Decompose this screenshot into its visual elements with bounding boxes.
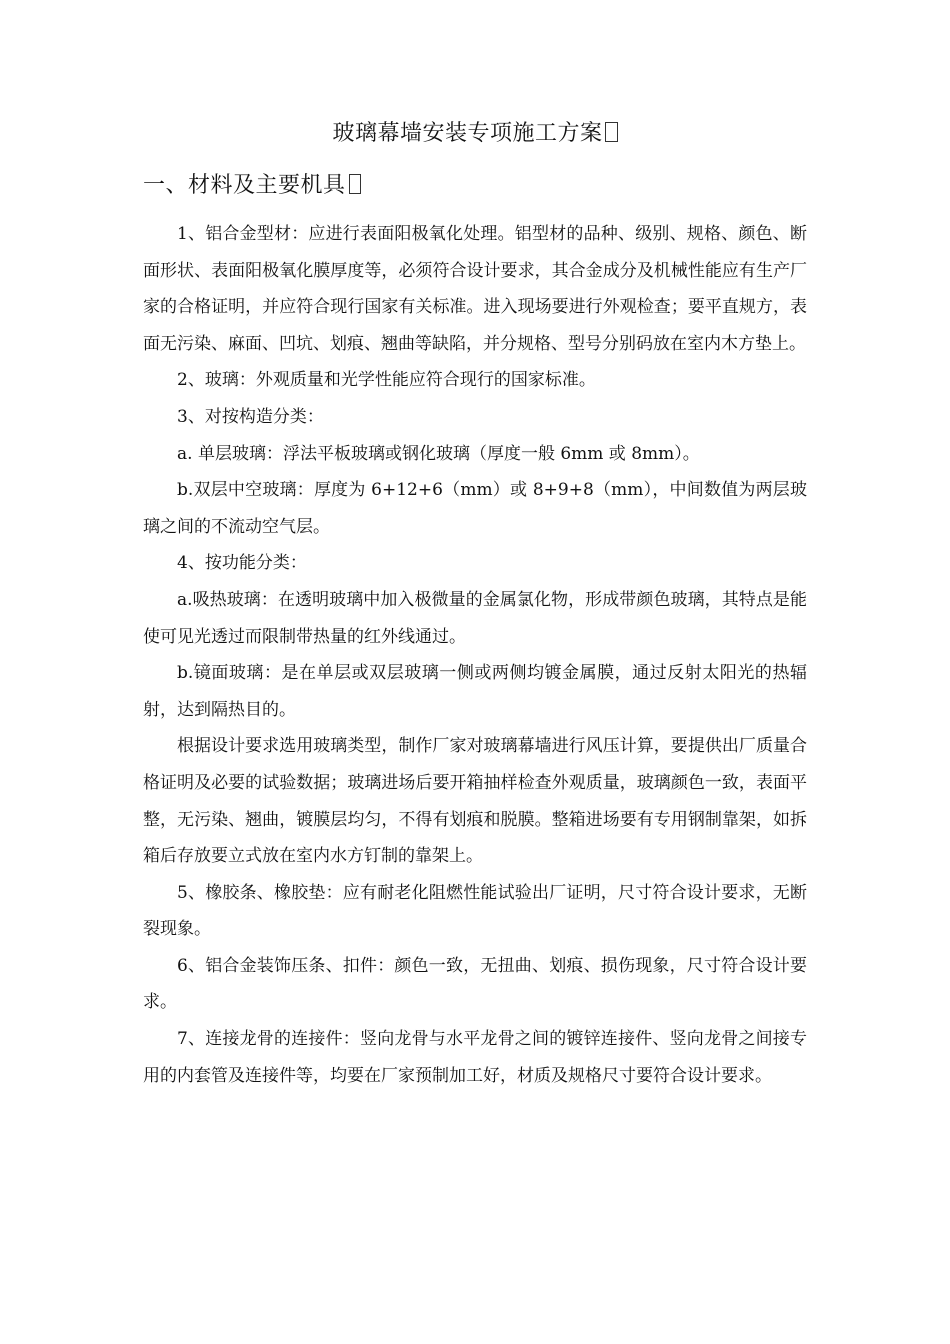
paragraph-aluminum-profiles: 1、铝合金型材：应进行表面阳极氧化处理。铝型材的品种、级别、规格、颜色、断面形状、表面阳极氧化膜厚度等，必须符合设计要求，其合金成分及机械性能应有生产厂家的合格证明，并应符合现行国家有关标准。进入现场要进行外观检查；要平直规方，表面无污染、麻面、凹坑、划痕、翘曲等缺陷，并分规格、型号分别码放在室内木方垫上。 bbox=[143, 224, 807, 354]
paragraph-connectors: 7、连接龙骨的连接件：竖向龙骨与水平龙骨之间的镀锌连接件、竖向龙骨之间接专用的内套管及连接件等，均要在厂家预制加工好，材质及规格尺寸要符合设计要求。 bbox=[143, 1029, 807, 1086]
paragraph-glass-selection: 根据设计要求选用玻璃类型，制作厂家对玻璃幕墙进行风压计算，要提供出厂质量合格证明及必要的试验数据；玻璃进场后要开箱抽样检查外观质量，玻璃颜色一致，表面平整，无污染、翘曲，镀膜层均匀，不得有划痕和脱膜。整箱进场要有专用钢制靠架，如拆箱后存放要立式放在室内水方钉制的靠架上。 bbox=[143, 736, 807, 867]
paragraph-structure-classification: 3、对按构造分类： bbox=[177, 406, 324, 427]
placeholder-glyph-icon bbox=[349, 174, 361, 194]
placeholder-glyph-icon bbox=[605, 122, 617, 142]
paragraph-rubber-strips: 5、橡胶条、橡胶垫：应有耐老化阻燃性能试验出厂证明，尺寸符合设计要求，无断裂现象。 bbox=[143, 882, 807, 940]
paragraph-single-layer-glass: a. 单层玻璃：浮法平板玻璃或钢化玻璃（厚度一般 6mm 或 8mm）。 bbox=[177, 443, 700, 464]
section-heading-text: 一、材料及主要机具 bbox=[143, 173, 346, 198]
document-title-text: 玻璃幕墙安装专项施工方案 bbox=[332, 121, 603, 146]
paragraph-function-classification: 4、按功能分类： bbox=[177, 553, 307, 574]
paragraph-glass: 2、玻璃：外观质量和光学性能应符合现行的国家标准。 bbox=[177, 370, 596, 391]
paragraph-heat-absorbing-glass: a.吸热玻璃：在透明玻璃中加入极微量的金属氯化物，形成带颜色玻璃，其特点是能使可见光透过而限制带热量的红外线通过。 bbox=[143, 589, 807, 647]
paragraph-double-insulated-glass: b.双层中空玻璃：厚度为 6+12+6（mm）或 8+9+8（mm），中间数值为两层玻璃之间的不流动空气层。 bbox=[143, 480, 807, 537]
document-body bbox=[143, 216, 807, 1094]
paragraph-mirror-glass: b.镜面玻璃：是在单层或双层玻璃一侧或两侧均镀金属膜，通过反射太阳光的热辐射，达到隔热目的。 bbox=[143, 663, 807, 720]
document-title bbox=[0, 116, 950, 152]
paragraph-decorative-strips: 6、铝合金装饰压条、扣件：颜色一致，无扭曲、划痕、损伤现象，尺寸符合设计要求。 bbox=[143, 955, 807, 1013]
section-heading bbox=[143, 168, 361, 204]
